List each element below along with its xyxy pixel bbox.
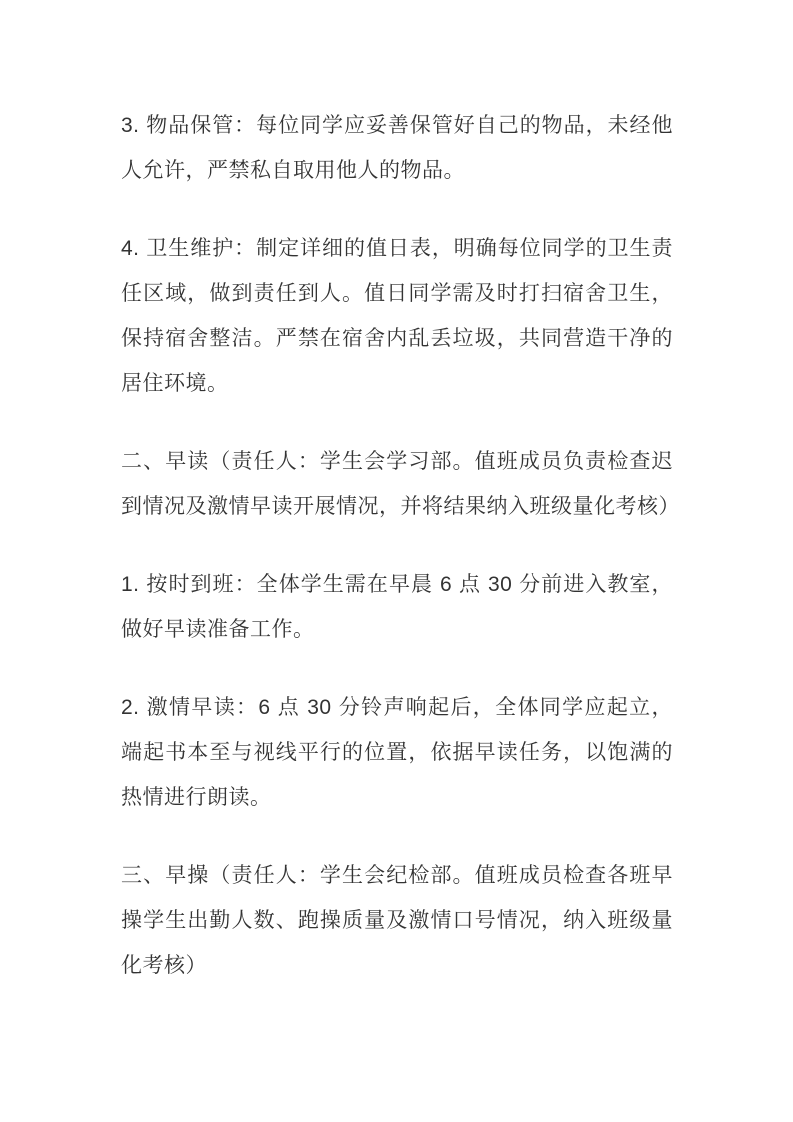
section-heading-morning-reading: 二、早读（责任人：学生会学习部。值班成员负责检查迟到情况及激情早读开展情况，并将结果纳入班级量化考核） (121, 450, 680, 518)
paragraph-rule-passionate-reading: 2. 激情早读：6 点 30 分铃声响起后，全体同学应起立，端起书本至与视线平行的位置，依据早读任务，以饱满的热情进行朗读。 (121, 696, 673, 809)
paragraph-rule-hygiene-maintenance: 4. 卫生维护：制定详细的值日表，明确每位同学的卫生责任区域，做到责任到人。值日同学需及时打扫宿舍卫生，保持宿舍整洁。严禁在宿舍内乱丢垃圾，共同营造干净的居住环境。 (121, 237, 673, 395)
paragraph-rule-arrive-on-time: 1. 按时到班：全体学生需在早晨 6 点 30 分前进入教室，做好早读准备工作。 (121, 573, 673, 641)
paragraph-rule-item-storage: 3. 物品保管：每位同学应妥善保管好自己的物品，未经他人允许，严禁私自取用他人的物品。 (121, 114, 673, 182)
section-heading-morning-exercise: 三、早操（责任人：学生会纪检部。值班成员检查各班早操学生出勤人数、跑操质量及激情口号情况，纳入班级量化考核） (121, 864, 673, 977)
